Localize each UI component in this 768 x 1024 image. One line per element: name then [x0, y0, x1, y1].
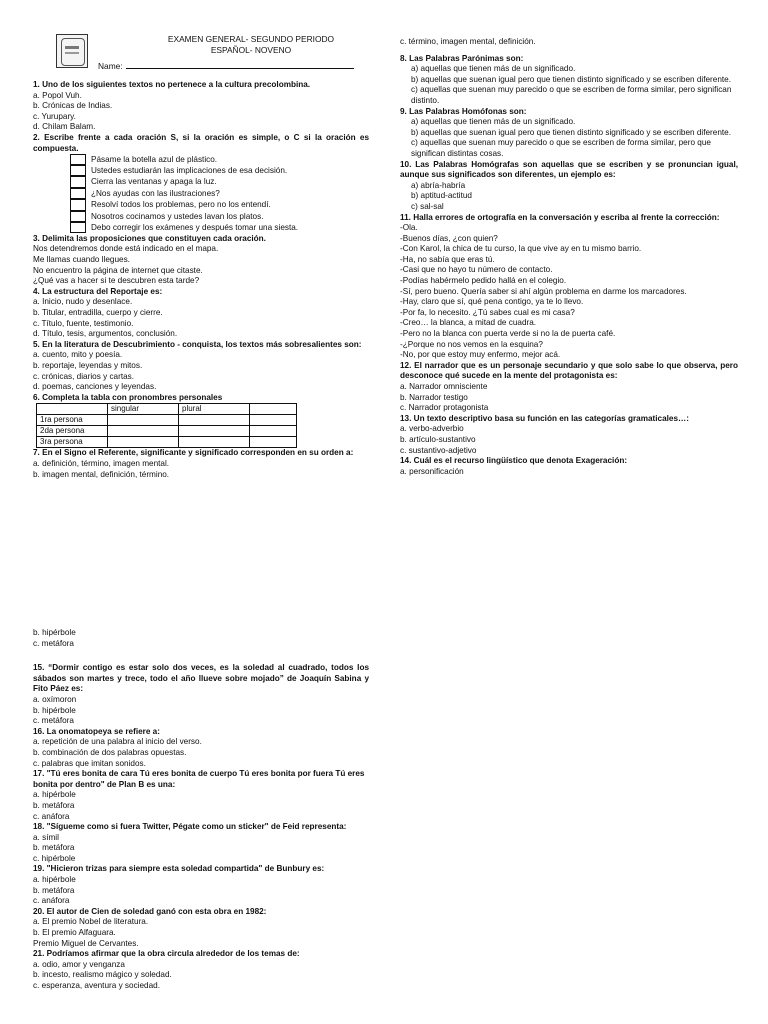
answer-box[interactable] — [70, 154, 86, 165]
table-answer-cell[interactable] — [108, 426, 179, 437]
q19-title: 19. "Hicieron trizas para siempre esta soledad compartida" de Bunbury es: — [33, 864, 325, 874]
table-answer-cell[interactable] — [108, 415, 179, 426]
table-answer-cell[interactable] — [108, 437, 179, 448]
q2-sentence-row — [33, 177, 369, 188]
q17-option: c. anáfora — [33, 811, 70, 821]
q20-title: 20. El autor de Cien de soledad ganó con esta obra en 1982: — [33, 906, 267, 916]
sentence-text: Nosotros cocinamos y ustedes lavan los platos. — [91, 211, 264, 221]
q9-option: a) aquellas que tienen más de un significado. — [411, 117, 576, 127]
table-answer-cell[interactable] — [179, 415, 250, 426]
answer-box[interactable] — [70, 211, 86, 222]
q2-title: 2. Escribe frente a cada oración S, si la oración es simple, o C si la oración es compuesta. — [33, 132, 369, 153]
q14-title: 14. Cuál es el recurso lingüístico que denota Exageración: — [400, 456, 628, 466]
exam-title — [136, 34, 366, 56]
q1-option: a. Popol Vuh. — [33, 90, 82, 100]
q2-sentence-row — [33, 211, 369, 222]
dialogue-line: -Con Karol, la chica de tu curso, la que vive ay en tu mismo barrio. — [400, 244, 642, 254]
q14-option: a. personificación — [400, 466, 464, 476]
table-answer-cell[interactable] — [250, 437, 297, 448]
q7-option: c. término, imagen mental, definición. — [400, 37, 536, 46]
q2-sentence-row — [33, 188, 369, 199]
sentence-text: Resolví todos los problemas, pero no los entendí. — [91, 200, 271, 210]
table-header-row — [37, 404, 297, 415]
exam-title-line1: EXAMEN GENERAL- SEGUNDO PERIODO — [167, 34, 335, 44]
sentence-text: ¿Nos ayudas con las ilustraciones? — [91, 188, 220, 198]
table-row-label: 3ra persona — [37, 437, 108, 448]
q4-title: 4. La estructura del Reportaje es: — [33, 286, 163, 296]
table-header-cell: singular — [108, 404, 179, 415]
q5-option: d. poemas, canciones y leyendas. — [33, 382, 157, 392]
q15-option: c. metáfora — [33, 716, 74, 726]
left-column-bottom — [33, 628, 369, 992]
q18-option: c. hipérbole — [33, 853, 76, 863]
q18-option: b. metáfora — [33, 843, 75, 853]
exam-title-line2: ESPAÑOL- NOVENO — [210, 45, 292, 55]
table-header-cell — [250, 404, 297, 415]
q12-title: 12. El narrador que es un personaje secundario y que solo sabe lo que observa, pero desconoce qué sucede en la mente del protagonista es: — [400, 360, 738, 381]
q10-option: c) sal-sal — [411, 201, 444, 211]
dialogue-line: -Buenos días, ¿con quien? — [400, 233, 498, 243]
q1-option: b. Crónicas de Indias. — [33, 101, 113, 111]
table-answer-cell[interactable] — [179, 437, 250, 448]
table-header-cell — [37, 404, 108, 415]
q3-line: No encuentro la página de internet que citaste. — [33, 265, 203, 275]
table-row-label: 1ra persona — [37, 415, 108, 426]
q18-title: 18. "Sígueme como si fuera Twitter, Pégate como un sticker" de Feid representa: — [33, 822, 347, 832]
q2-sentence-row — [33, 200, 369, 211]
q20-option: Premio Miguel de Cervantes. — [33, 938, 139, 948]
q5-option: a. cuento, mito y poesía. — [33, 350, 123, 360]
table-answer-cell[interactable] — [179, 426, 250, 437]
q3-line: Me llamas cuando llegues. — [33, 255, 130, 265]
table-row-label: 2da persona — [37, 426, 108, 437]
q3-title: 3. Delimita las proposiciones que constituyen cada oración. — [33, 233, 266, 243]
q16-option: b. combinación de dos palabras opuestas. — [33, 747, 187, 757]
q12-option: b. Narrador testigo — [400, 392, 468, 402]
q4-option: c. Título, fuente, testimonio. — [33, 318, 134, 328]
q21-option: b. incesto, realismo mágico y soledad. — [33, 970, 172, 980]
q8-option: b) aquellas que suenan igual pero que tienen distinto significado y se escriben diferente. — [411, 74, 731, 84]
q4-option: a. Inicio, nudo y desenlace. — [33, 297, 133, 307]
dialogue-line: -Ha, no sabía que eras tú. — [400, 254, 495, 264]
dialogue-line: -Por fa, lo necesito. ¿Tú sabes cual es mi casa? — [400, 307, 575, 317]
answer-box[interactable] — [70, 199, 86, 210]
dialogue-line: -Pero no la blanca con puerta verde si no la de puerta café. — [400, 329, 616, 339]
dialogue-line: -Podías habérmelo pedido hallá en el colegio. — [400, 276, 567, 286]
q15-option: a. oxímoron — [33, 694, 77, 704]
answer-box[interactable] — [70, 165, 86, 176]
q8-option: c) aquellas que suenan muy parecido o que se escriben de forma similar, pero significan distinto. — [411, 85, 732, 105]
q15-option: b. hipérbole — [33, 705, 76, 715]
q6-title: 6. Completa la tabla con pronombres personales — [33, 392, 223, 402]
q2-sentence-row — [33, 154, 369, 165]
q13-option: b. artículo-sustantivo — [400, 434, 476, 444]
left-column-top — [33, 80, 369, 480]
q11-title: 11. Halla errores de ortografía en la conversación y escriba al frente la corrección: — [400, 212, 720, 222]
dialogue-line: -Ola. — [400, 223, 418, 233]
q2-sentence-row — [33, 166, 369, 177]
name-row — [98, 60, 354, 71]
q10-title: 10. Las Palabras Homógrafas son aquellas que se escriben y se pronuncian igual, aunque sus significados son diferentes, un ejemplo es: — [400, 159, 738, 180]
q21-option: a. odio, amor y venganza — [33, 959, 125, 969]
q13-title: 13. Un texto descriptivo basa su función en las categorías gramaticales…: — [400, 413, 689, 423]
q10-option: a) abría-habría — [411, 180, 466, 190]
q3-line: ¿Qué vas a hacer si te descubren esta tarde? — [33, 276, 200, 286]
q9-option: b) aquellas que suenan igual pero que tienen distinto significado y se escriben diferente. — [411, 127, 731, 137]
dialogue-line: -Casi que no hayo tu número de contacto. — [400, 265, 553, 275]
q1-title: 1. Uno de los siguientes textos no pertenece a la cultura precolombina. — [33, 80, 311, 89]
q13-option: c. sustantivo-adjetivo — [400, 445, 477, 455]
q16-option: c. palabras que imitan sonidos. — [33, 758, 146, 768]
q4-option: b. Titular, entradilla, cuerpo y cierre. — [33, 308, 163, 318]
pronoun-table — [36, 403, 297, 448]
dialogue-line: -¿Porque no nos vemos en la esquina? — [400, 339, 543, 349]
q7-title: 7. En el Signo el Referente, significante y significado corresponden en su orden a: — [33, 448, 354, 458]
name-field[interactable] — [126, 60, 354, 69]
q9-option: c) aquellas que suenan muy parecido o que se escriben de forma similar, pero que significan distintas cosas. — [411, 138, 711, 158]
table-answer-cell[interactable] — [250, 426, 297, 437]
q4-option: d. Título, tesis, argumentos, conclusión. — [33, 329, 178, 339]
table-row — [37, 426, 297, 437]
q10-option: b) aptitud-actitud — [411, 191, 472, 201]
q5-option: c. crónicas, diarios y cartas. — [33, 371, 135, 381]
q7-option: b. imagen mental, definición, término. — [33, 469, 170, 479]
q1-option: c. Yurupary. — [33, 111, 76, 121]
q15-title: 15. “Dormir contigo es estar solo dos veces, es la soledad al cuadrado, todos los sábados son martes y trece, todo el año llueve sobre mojado” de Joaquín Sabina y Fito Páez es: — [33, 663, 369, 694]
answer-box[interactable] — [70, 176, 86, 187]
q20-option: a. El premio Nobel de literatura. — [33, 917, 149, 927]
q14-option: b. hipérbole — [33, 628, 76, 637]
q7-option: a. definición, término, imagen mental. — [33, 458, 170, 468]
q3-line: Nos detendremos donde está indicado en el mapa. — [33, 244, 219, 254]
dialogue-line: -No, por que estoy muy enfermo, mejor acá. — [400, 350, 561, 360]
q17-title: 17. "Tú eres bonita de cara Tú eres bonita de cuerpo Tú eres bonita por fuera Tú eres bonita por dentro" de Plan B es una: — [33, 769, 365, 789]
q19-option: b. metáfora — [33, 885, 75, 895]
table-header-cell: plural — [179, 404, 250, 415]
q12-option: a. Narrador omnisciente — [400, 382, 488, 391]
table-row — [37, 437, 297, 448]
q9-title: 9. Las Palabras Homófonas son: — [400, 106, 527, 116]
q17-option: b. metáfora — [33, 800, 75, 810]
q13-option: a. verbo-adverbio — [400, 424, 464, 434]
q12-option: c. Narrador protagonista — [400, 403, 489, 413]
dialogue-line: -Creo… la blanca, a mitad de cuadra. — [400, 318, 537, 328]
q8-title: 8. Las Palabras Parónimas son: — [400, 53, 524, 63]
q2-sentence-list — [33, 154, 369, 234]
sentence-text: Pásame la botella azul de plástico. — [91, 154, 218, 164]
sentence-text: Ustedes estudiarán las implicaciones de esa decisión. — [91, 165, 288, 175]
q18-option: a. símil — [33, 832, 59, 842]
exam-header — [56, 34, 376, 74]
q20-option: b. El premio Alfaguara. — [33, 928, 116, 938]
school-logo-icon — [56, 34, 88, 68]
dialogue-line: -Sí, pero bueno. Quería saber si ahí algún problema en darme los marcadores. — [400, 286, 687, 296]
q19-option: c. anáfora — [33, 896, 70, 906]
q21-title: 21. Podríamos afirmar que la obra circula alrededor de los temas de: — [33, 949, 300, 959]
q16-title: 16. La onomatopeya se refiere a: — [33, 726, 160, 736]
q17-option: a. hipérbole — [33, 790, 76, 800]
q21-option: c. esperanza, aventura y sociedad. — [33, 981, 160, 990]
q1-option: d. Chilam Balam. — [33, 122, 96, 132]
q8-option: a) aquellas que tienen más de un significado. — [411, 64, 576, 74]
table-answer-cell[interactable] — [250, 415, 297, 426]
q19-option: a. hipérbole — [33, 875, 76, 885]
name-label: Name: — [98, 61, 123, 71]
dialogue-line: -Hay, claro que sí, qué pena contigo, ya te lo llevo. — [400, 297, 584, 307]
q16-option: a. repetición de una palabra al inicio del verso. — [33, 737, 202, 747]
answer-box[interactable] — [70, 188, 86, 199]
right-column — [400, 37, 738, 477]
q2-sentence-row — [33, 223, 369, 234]
q14-option: c. metáfora — [33, 638, 74, 648]
q5-option: b. reportaje, leyendas y mitos. — [33, 361, 143, 371]
sentence-text: Cierra las ventanas y apaga la luz. — [91, 177, 217, 187]
table-row — [37, 415, 297, 426]
sentence-text: Debo corregir los exámenes y después tomar una siesta. — [91, 222, 299, 232]
answer-box[interactable] — [70, 222, 86, 233]
q5-title: 5. En la literatura de Descubrimiento - conquista, los textos más sobresalientes son: — [33, 339, 362, 349]
